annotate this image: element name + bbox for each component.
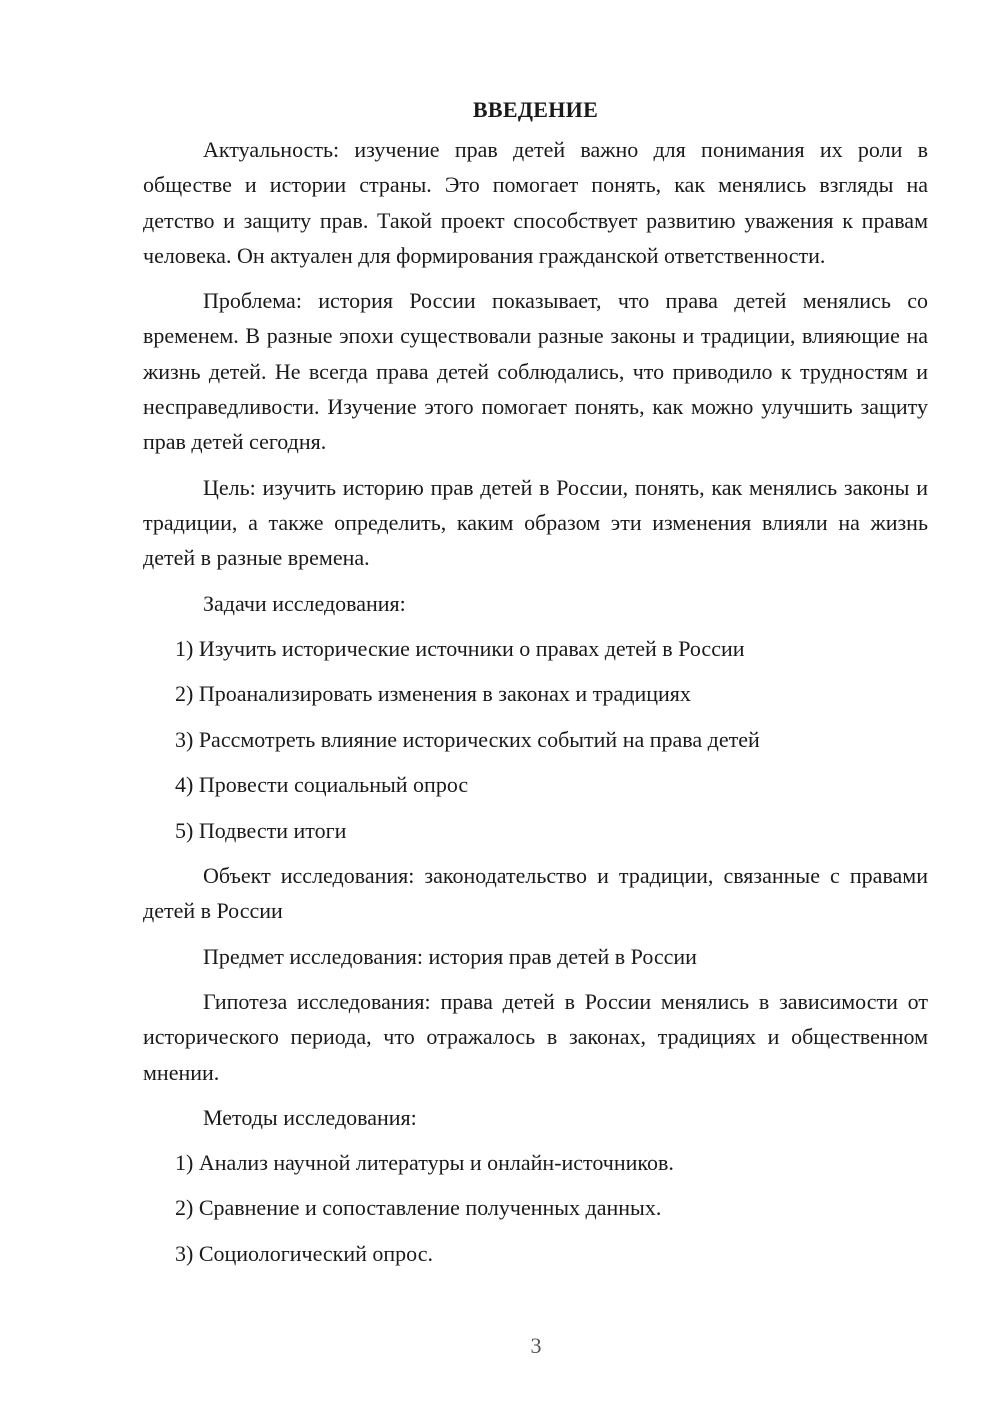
tasks-label: Задачи исследования: [203, 590, 406, 616]
page-number: 3 [530, 1333, 542, 1358]
methods-label: Методы исследования: [203, 1104, 417, 1130]
task-text: 3) Рассмотреть влияние исторических событий на права детей [175, 726, 760, 752]
list-item [143, 1190, 928, 1225]
problem-paragraph: Проблема: история России показывает, что права детей менялись со временем. В разные эпохи существовали разные законы и традиции, влияющие на жизнь детей. Не всегда права детей соблюдались, что приводило к трудностям и несправедливости. Изучение этого помогает понять, как можно улучшить защиту прав детей сегодня. [143, 288, 928, 455]
list-item [143, 722, 928, 757]
task-text: 5) Подвести итоги [175, 817, 347, 843]
tasks-list [143, 631, 928, 848]
list-item [143, 1236, 928, 1271]
list-item [143, 631, 928, 666]
page-title: ВВЕДЕНИЕ [472, 97, 599, 122]
list-item [143, 813, 928, 848]
method-text: 1) Анализ научной литературы и онлайн-источников. [175, 1149, 674, 1175]
hypothesis-paragraph: Гипотеза исследования: права детей в России менялись в зависимости от исторического периода, что отражалось в законах, традициях и общественном мнении. [143, 988, 928, 1085]
document-page [143, 92, 928, 1281]
task-text: 4) Провести социальный опрос [175, 772, 469, 798]
list-item [143, 767, 928, 802]
method-text: 3) Социологический опрос. [175, 1240, 433, 1266]
relevance-paragraph: Актуальность: изучение прав детей важно для понимания их роли в обществе и истории страны. Это помогает понять, как менялись взгляды на детство и защиту прав. Такой проект способствует развитию уважения к правам человека. Он актуален для формирования гражданской ответственности. [143, 137, 928, 268]
method-text: 2) Сравнение и сопоставление полученных данных. [175, 1195, 662, 1221]
list-item [143, 1145, 928, 1180]
goal-paragraph: Цель: изучить историю прав детей в России, понять, как менялись законы и традиции, а также определить, каким образом эти изменения влияли на жизнь детей в разные времена. [143, 474, 928, 571]
methods-list [143, 1145, 928, 1271]
object-paragraph: Объект исследования: законодательство и традиции, связанные с правами детей в России [143, 863, 928, 924]
list-item [143, 676, 928, 711]
subject-paragraph: Предмет исследования: история прав детей в России [203, 943, 697, 969]
task-text: 2) Проанализировать изменения в законах и традициях [175, 681, 691, 707]
task-text: 1) Изучить исторические источники о правах детей в России [175, 635, 745, 661]
